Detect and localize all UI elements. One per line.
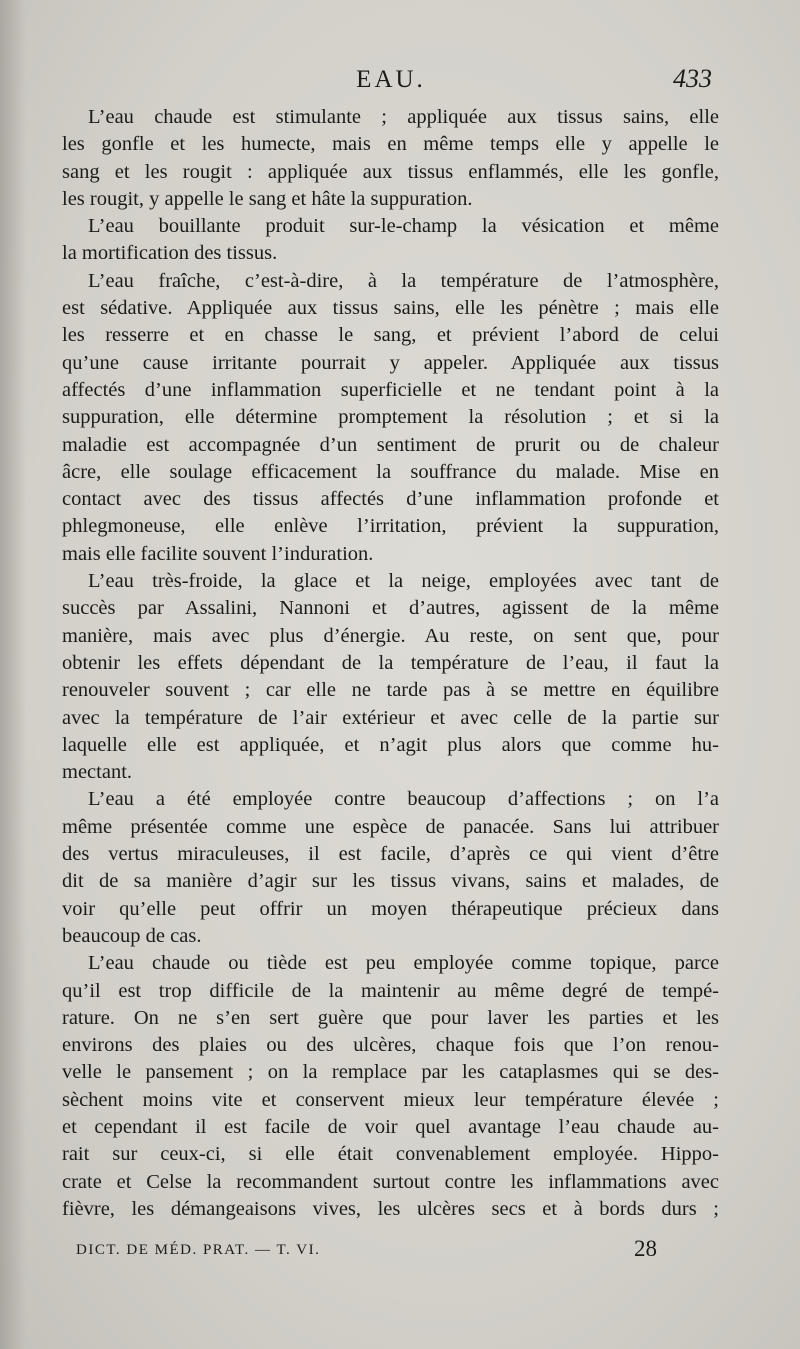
text-line: des vertus miraculeuses, il est facile, d’après ce qui vient d’être bbox=[62, 843, 719, 866]
text-line: affectés d’une inflammation superficielle et ne tendant point à la bbox=[62, 378, 719, 401]
paragraph bbox=[62, 104, 719, 213]
text-line: L’eau a été employée contre beaucoup d’affections ; on l’a bbox=[88, 788, 719, 811]
text-line: L’eau fraîche, c’est-à-dire, à la température de l’atmosphère, bbox=[88, 269, 719, 292]
text-line: L’eau chaude est stimulante ; appliquée aux tissus sains, elle bbox=[88, 106, 719, 128]
body-text bbox=[62, 104, 719, 1223]
text-line: velle le pansement ; on la remplace par les cataplasmes qui se des- bbox=[62, 1061, 719, 1084]
text-line: suppuration, elle détermine promptement la résolution ; et si la bbox=[62, 406, 719, 429]
text-line: L’eau chaude ou tiède est peu employée comme topique, parce bbox=[88, 952, 719, 975]
text-line: sang et les rougit : appliquée aux tissus enflammés, elle les gonfle, bbox=[62, 160, 719, 183]
text-line: avec la température de l’air extérieur et avec celle de la partie sur bbox=[62, 706, 719, 729]
paragraph bbox=[62, 268, 719, 568]
paragraph bbox=[62, 950, 719, 1223]
text-line: laquelle elle est appliquée, et n’agit plus alors que comme hu- bbox=[62, 733, 719, 756]
text-line: fièvre, les démangeaisons vives, les ulcères secs et à bords durs ; bbox=[62, 1197, 719, 1220]
text-line: et cependant il est facile de voir quel avantage l’eau chaude au- bbox=[62, 1115, 719, 1138]
gathering-number: 28 bbox=[634, 1236, 657, 1261]
text-line: crate et Celse la recommandent surtout contre les inflammations avec bbox=[62, 1170, 719, 1193]
text-line: mectant. bbox=[62, 761, 133, 784]
text-line: même présentée comme une espèce de panacée. Sans lui attribuer bbox=[62, 815, 719, 838]
text-line: mais elle facilite souvent l’induration. bbox=[62, 542, 374, 565]
page-number: 433 bbox=[673, 64, 712, 93]
page-header bbox=[60, 62, 722, 106]
paragraph bbox=[62, 213, 719, 268]
text-line: contact avec des tissus affectés d’une inflammation profonde et bbox=[62, 488, 719, 511]
text-line: qu’une cause irritante pourrait y appeler. Appliquée aux tissus bbox=[62, 351, 719, 374]
text-line: maladie est accompagnée d’un sentiment de prurit ou de chaleur bbox=[62, 433, 719, 456]
running-title: EAU. bbox=[356, 66, 426, 93]
signature-line: DICT. DE MÉD. PRAT. — T. VI. bbox=[76, 1242, 321, 1258]
text-line: manière, mais avec plus d’énergie. Au reste, on sent que, pour bbox=[62, 624, 719, 647]
text-line: voir qu’elle peut offrir un moyen thérapeutique précieux dans bbox=[62, 897, 719, 920]
text-line: renouveler souvent ; car elle ne tarde pas à se mettre en équilibre bbox=[62, 679, 719, 702]
text-line: beaucoup de cas. bbox=[62, 924, 202, 947]
paragraph bbox=[62, 786, 719, 950]
text-line: sèchent moins vite et conservent mieux leur température élevée ; bbox=[62, 1088, 719, 1111]
text-line: succès par Assalini, Nannoni et d’autres, agissent de la même bbox=[62, 597, 719, 620]
page-footer bbox=[76, 1236, 676, 1266]
text-line: dit de sa manière d’agir sur les tissus vivans, sains et malades, de bbox=[62, 870, 719, 893]
text-line: les gonfle et les humecte, mais en même temps elle y appelle le bbox=[62, 133, 719, 156]
text-line: qu’il est trop difficile de la maintenir au même degré de tempé- bbox=[62, 979, 719, 1002]
text-line: âcre, elle soulage efficacement la souffrance du malade. Mise en bbox=[62, 460, 719, 483]
text-line: rait sur ceux-ci, si elle était convenablement employée. Hippo- bbox=[62, 1143, 719, 1166]
text-line: les resserre et en chasse le sang, et prévient l’abord de celui bbox=[62, 324, 719, 347]
text-line: L’eau très-froide, la glace et la neige, employées avec tant de bbox=[88, 570, 719, 593]
text-line: est sédative. Appliquée aux tissus sains, elle les pénètre ; mais elle bbox=[62, 297, 719, 320]
text-line: les rougit, y appelle le sang et hâte la suppuration. bbox=[62, 187, 473, 210]
text-line: phlegmoneuse, elle enlève l’irritation, prévient la suppuration, bbox=[62, 515, 719, 538]
paragraph bbox=[62, 568, 719, 786]
text-line: obtenir les effets dépendant de la température de l’eau, il faut la bbox=[62, 651, 719, 674]
text-line: L’eau bouillante produit sur-le-champ la vésication et même bbox=[88, 215, 719, 238]
text-line: environs des plaies ou des ulcères, chaque fois que l’on renou- bbox=[62, 1034, 719, 1057]
text-line: rature. On ne s’en sert guère que pour laver les parties et les bbox=[62, 1006, 719, 1029]
text-line: la mortification des tissus. bbox=[62, 242, 278, 265]
